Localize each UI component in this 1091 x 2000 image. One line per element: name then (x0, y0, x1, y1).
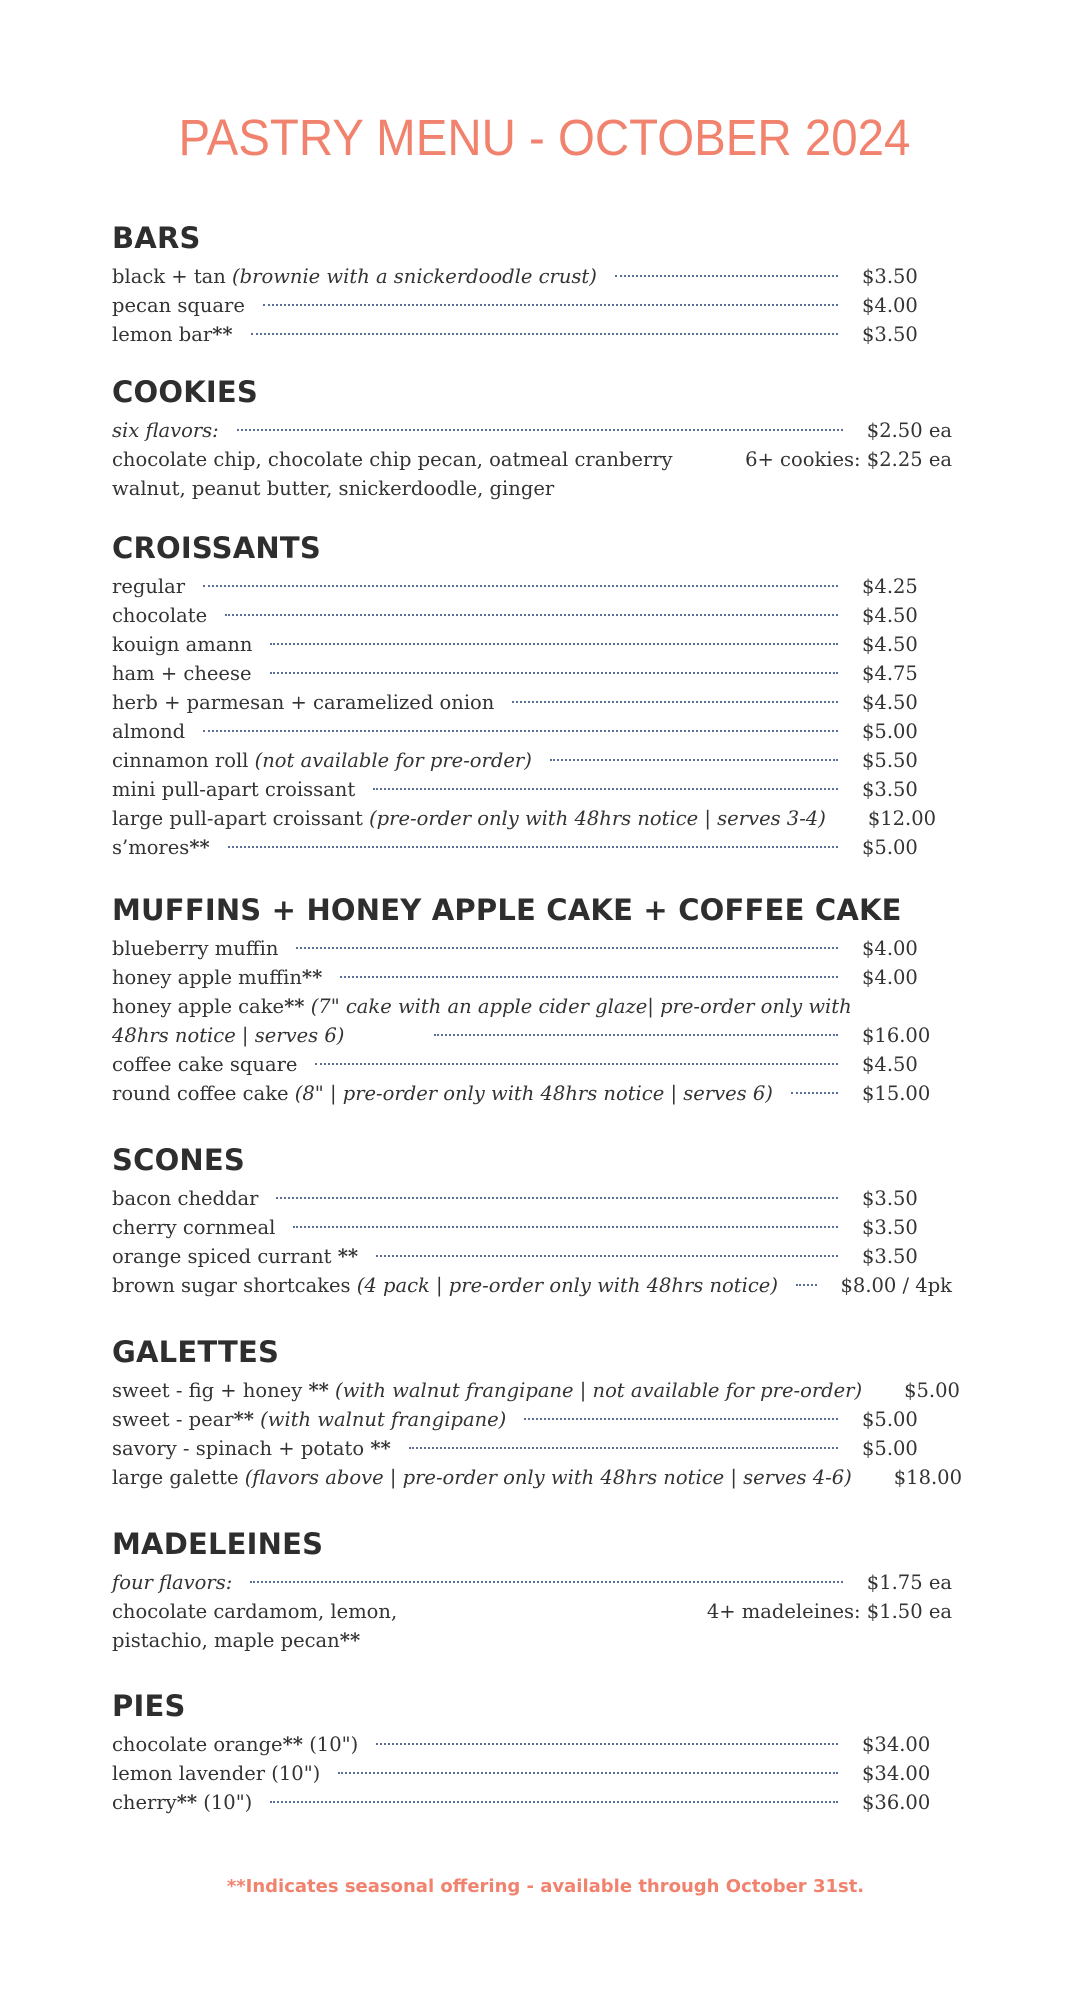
section-heading: COOKIES (112, 375, 258, 409)
item-price: $16.00 (862, 1024, 931, 1047)
section-heading: MADELEINES (112, 1527, 324, 1561)
menu-item: lemon lavender (10") $34.00 (112, 1759, 952, 1788)
item-price: $4.00 (862, 937, 918, 960)
section-heading: GALETTES (112, 1335, 280, 1369)
menu-item: brown sugar shortcakes (4 pack | pre-order only with 48hrs notice) $8.00 / 4pk (112, 1271, 952, 1300)
item-price: $4.00 (862, 294, 918, 317)
menu-item: cinnamon roll (not available for pre-order) $5.50 (112, 746, 952, 775)
section-scones (112, 1140, 952, 1300)
section-heading: MUFFINS + HONEY APPLE CAKE + COFFEE CAKE (112, 893, 902, 927)
menu-item: kouign amann $4.50 (112, 630, 952, 659)
item-price: $3.50 (862, 1187, 918, 1210)
flavor-list: chocolate chip, chocolate chip pecan, oatmeal cranberry 6+ cookies: $2.25 ea (112, 445, 952, 474)
item-price: $4.75 (862, 662, 918, 685)
item-price: $3.50 (862, 1216, 918, 1239)
item-price: $5.00 (862, 1408, 918, 1431)
menu-item: black + tan (brownie with a snickerdoodle crust) $3.50 (112, 262, 952, 291)
section-galettes (112, 1332, 962, 1492)
section-heading: CROISSANTS (112, 531, 321, 565)
item-price: $5.00 (862, 836, 918, 859)
item-price: $8.00 / 4pk (840, 1274, 952, 1297)
menu-item: four flavors: $1.75 ea (112, 1568, 952, 1597)
item-price: $3.50 (862, 265, 918, 288)
item-price: $5.50 (862, 749, 918, 772)
item-price: $4.50 (862, 633, 918, 656)
item-price: $1.75 ea (866, 1571, 952, 1594)
section-croissants (112, 528, 952, 862)
item-price: $3.50 (862, 778, 918, 801)
item-price: $3.50 (862, 1245, 918, 1268)
menu-item: cherry cornmeal $3.50 (112, 1213, 952, 1242)
section-heading: BARS (112, 221, 201, 255)
menu-item: chocolate $4.50 (112, 601, 952, 630)
menu-item: large pull-apart croissant (pre-order only with 48hrs notice | serves 3-4) $12.00 (112, 804, 952, 833)
menu-item: almond $5.00 (112, 717, 952, 746)
item-price: $34.00 (862, 1762, 931, 1785)
menu-item: blueberry muffin $4.00 (112, 934, 952, 963)
menu-item: ham + cheese $4.75 (112, 659, 952, 688)
menu-item: orange spiced currant ** $3.50 (112, 1242, 952, 1271)
menu-item: honey apple muffin** $4.00 (112, 963, 952, 992)
section-pies (112, 1686, 952, 1817)
item-price: $5.00 (862, 1437, 918, 1460)
item-price: $4.00 (862, 966, 918, 989)
menu-item: savory - spinach + potato ** $5.00 (112, 1434, 952, 1463)
menu-item: 48hrs notice | serves 6) $16.00 (112, 1021, 952, 1050)
menu-item-name: honey apple cake** (7" cake with an apple cider glaze| pre-order only with (112, 995, 852, 1018)
section-madeleines (112, 1524, 952, 1655)
menu-item: regular $4.25 (112, 572, 952, 601)
section-heading: PIES (112, 1689, 186, 1723)
menu-item: cherry** (10") $36.00 (112, 1788, 952, 1817)
menu-item: six flavors: $2.50 ea (112, 416, 952, 445)
item-price: $2.50 ea (866, 419, 952, 442)
menu-item: lemon bar** $3.50 (112, 320, 952, 349)
item-price: $34.00 (862, 1733, 931, 1756)
menu-item: s’mores** $5.00 (112, 833, 952, 862)
menu-item: chocolate orange** (10") $34.00 (112, 1730, 952, 1759)
item-price: $36.00 (862, 1791, 931, 1814)
item-price: $5.00 (904, 1379, 960, 1402)
flavor-list: walnut, peanut butter, snickerdoodle, ginger (112, 477, 555, 500)
menu-item: pecan square $4.00 (112, 291, 952, 320)
menu-item: sweet - pear** (with walnut frangipane) $5.00 (112, 1405, 952, 1434)
flavor-list: chocolate cardamom, lemon, 4+ madeleines: $1.50 ea (112, 1597, 952, 1626)
item-price: $4.50 (862, 1053, 918, 1076)
bulk-price: 4+ madeleines: $1.50 ea (706, 1600, 952, 1623)
menu-item: large galette (flavors above | pre-order only with 48hrs notice | serves 4-6) $18.00 (112, 1463, 952, 1492)
flavor-list: pistachio, maple pecan** (112, 1629, 361, 1652)
menu-item: bacon cheddar $3.50 (112, 1184, 952, 1213)
item-price: $15.00 (862, 1082, 931, 1105)
menu-item: coffee cake square $4.50 (112, 1050, 952, 1079)
section-muffins (112, 890, 952, 1108)
bulk-price: 6+ cookies: $2.25 ea (745, 448, 952, 471)
item-price: $18.00 (893, 1466, 962, 1489)
item-price: $3.50 (862, 323, 918, 346)
section-cookies (112, 372, 952, 503)
menu-item: herb + parmesan + caramelized onion $4.50 (112, 688, 952, 717)
menu-item: round coffee cake (8" | pre-order only with 48hrs notice | serves 6) $15.00 (112, 1079, 952, 1108)
item-price: $4.25 (862, 575, 918, 598)
item-price: $12.00 (867, 807, 937, 830)
section-bars (112, 218, 952, 349)
item-price: $5.00 (862, 720, 918, 743)
item-price: $4.50 (862, 691, 918, 714)
menu-item: mini pull-apart croissant $3.50 (112, 775, 952, 804)
page-title: PASTRY MENU - OCTOBER 2024 (178, 109, 911, 166)
menu-item: sweet - fig + honey ** (with walnut frangipane | not available for pre-order) $5.00 (112, 1376, 952, 1405)
section-heading: SCONES (112, 1143, 245, 1177)
seasonal-footnote: **Indicates seasonal offering - available through October 31st. (226, 1876, 865, 1897)
item-price: $4.50 (862, 604, 918, 627)
